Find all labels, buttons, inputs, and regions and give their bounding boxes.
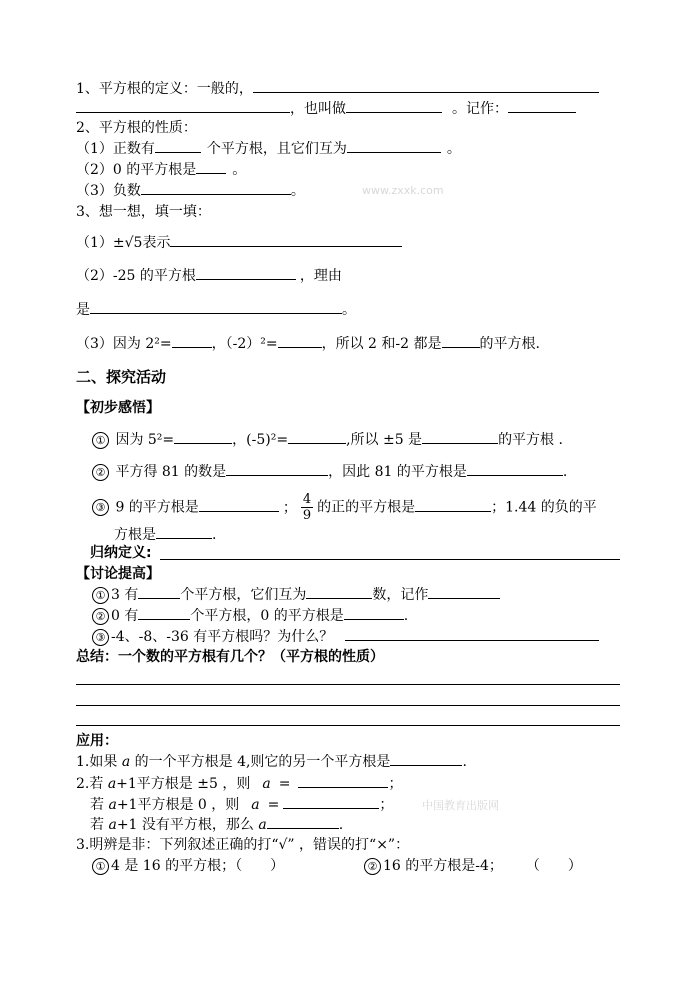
a2-blank[interactable] xyxy=(298,774,388,788)
judge-row-2: ② 16 的平方根是-4； （ ） xyxy=(364,857,582,875)
circled-3: ③ xyxy=(92,499,109,516)
true-false-instruction: 3.明辨是非：下列叙述正确的打“√” ，错误的打“×”： xyxy=(76,837,410,853)
r2-blank-1[interactable] xyxy=(226,462,328,476)
circled-1: ① xyxy=(92,432,109,449)
circled-1: ① xyxy=(92,587,109,604)
summarize-definition-label: 归纳定义: xyxy=(90,545,152,561)
zero-root-blank[interactable] xyxy=(196,160,226,174)
judge-row: ① 4 是 16 的平方根；（ ） xyxy=(92,857,284,875)
application-heading: 应用： xyxy=(76,733,118,749)
positive-count-blank[interactable] xyxy=(155,139,201,153)
fraction-4-9: $\frac{4}{9}$ xyxy=(302,492,312,523)
a1-blank[interactable] xyxy=(390,752,462,766)
subheading-preliminary: 【初步感悟】 xyxy=(76,400,160,416)
t1-blank-2[interactable] xyxy=(306,585,372,599)
question-3: （3）因为 2²= ，（-2）²= ，所以 2 和-2 都是 的平方根. xyxy=(76,336,540,352)
application-1: 1.如果 a 的一个平方根是 4,则它的另一个平方根是 . xyxy=(76,754,467,770)
section-2-heading: 二、探究活动 xyxy=(76,368,167,386)
t1-blank-1[interactable] xyxy=(138,585,180,599)
r2-blank-2[interactable] xyxy=(467,462,563,476)
activity-row-3-cont: 方根是 . xyxy=(114,527,217,543)
a4-blank[interactable] xyxy=(267,815,339,829)
definition-blank-2[interactable] xyxy=(76,99,290,113)
t3-blank[interactable] xyxy=(345,627,599,641)
circled-2: ② xyxy=(92,464,109,481)
negative-blank[interactable] xyxy=(141,181,291,195)
r3-blank-1[interactable] xyxy=(199,498,279,512)
t2-blank-1[interactable] xyxy=(138,606,190,620)
q3-blank-1[interactable] xyxy=(172,334,212,348)
activity-row-2: ② 平方得 81 的数是 ，因此 81 的平方根是 . xyxy=(92,462,567,481)
summary-line-2[interactable] xyxy=(76,705,620,706)
r3-blank-2[interactable] xyxy=(415,498,491,512)
circled-2: ② xyxy=(92,608,109,625)
application-2: 2.若 a+1平方根是 ±5 ，则 a = ； xyxy=(76,776,403,792)
activity-row-3: ③ 9 的平方根是 ； $\frac{4}{9}$ 的正的平方根是 ；1.44 的负的平 xyxy=(92,492,597,523)
circled-2: ② xyxy=(364,858,381,875)
definition-blank-1[interactable] xyxy=(253,79,599,93)
sqrt-5: √5 xyxy=(124,235,143,251)
a3-blank[interactable] xyxy=(283,795,379,809)
property-2: （2）0 的平方根是 。 xyxy=(76,162,247,178)
r1-blank-3[interactable] xyxy=(422,430,498,444)
question-2: （2）-25 的平方根 ，理由 xyxy=(76,268,342,284)
discussion-row-3: ③ -4、-8、-36 有平方根吗？为什么？ xyxy=(92,627,599,646)
watermark-2: 中国教育出版网 xyxy=(422,799,499,812)
discussion-row-2: ② 0 有 个平方根，0 的平方根是 . xyxy=(92,606,408,625)
circled-3: ③ xyxy=(92,629,109,646)
r1-blank-1[interactable] xyxy=(174,430,232,444)
q2-blank[interactable] xyxy=(196,266,296,280)
judge-1-paren[interactable]: （ ） xyxy=(235,858,285,874)
t1-blank-3[interactable] xyxy=(428,585,500,599)
t2-blank-2[interactable] xyxy=(344,606,404,620)
circled-1: ① xyxy=(92,858,109,875)
activity-row-1: ① 因为 5²= ，(-5)²= ,所以 ±5 是 的平方根 . xyxy=(92,430,563,449)
summary-question: 总结：一个数的平方根有几个？（平方根的性质） xyxy=(76,649,384,665)
discussion-row-1: ① 3 有 个平方根，它们互为 数，记作 xyxy=(92,585,500,604)
application-3: 若 a+1平方根是 0 ，则 a = ； xyxy=(90,797,394,813)
application-4: 若 a+1 没有平方根，那么 a . xyxy=(90,817,344,833)
definition-line-1: 1、平方根的定义：一般的， xyxy=(76,79,599,98)
summary-line-1[interactable] xyxy=(76,684,620,685)
q3-blank-2[interactable] xyxy=(278,334,322,348)
q3-blank-3[interactable] xyxy=(442,334,480,348)
think-title: 3、想一想，填一填： xyxy=(76,204,211,220)
also-called-blank[interactable] xyxy=(346,99,442,113)
definition-answer-line[interactable] xyxy=(160,559,620,560)
r1-blank-2[interactable] xyxy=(288,430,346,444)
properties-title: 2、平方根的性质： xyxy=(76,120,197,136)
watermark-1: www.zxxk.com xyxy=(362,184,444,197)
property-3: （3）负数 。 xyxy=(76,183,305,199)
question-2-reason: 是 。 xyxy=(76,302,356,318)
definition-line-2: ，也叫做 。记作： xyxy=(76,99,576,118)
reason-blank[interactable] xyxy=(90,300,342,314)
opposite-blank[interactable] xyxy=(347,139,441,153)
property-1: （1）正数有 个平方根，且它们互为 。 xyxy=(76,141,461,157)
q1-blank[interactable] xyxy=(170,233,402,247)
summary-line-3[interactable] xyxy=(76,725,620,726)
question-1: （1）±√5表示 xyxy=(76,233,402,252)
subheading-discussion: 【讨论提高】 xyxy=(76,566,160,582)
r3-blank-3[interactable] xyxy=(156,525,212,539)
notation-blank[interactable] xyxy=(508,99,576,113)
judge-2-paren[interactable]: （ ） xyxy=(532,858,582,874)
